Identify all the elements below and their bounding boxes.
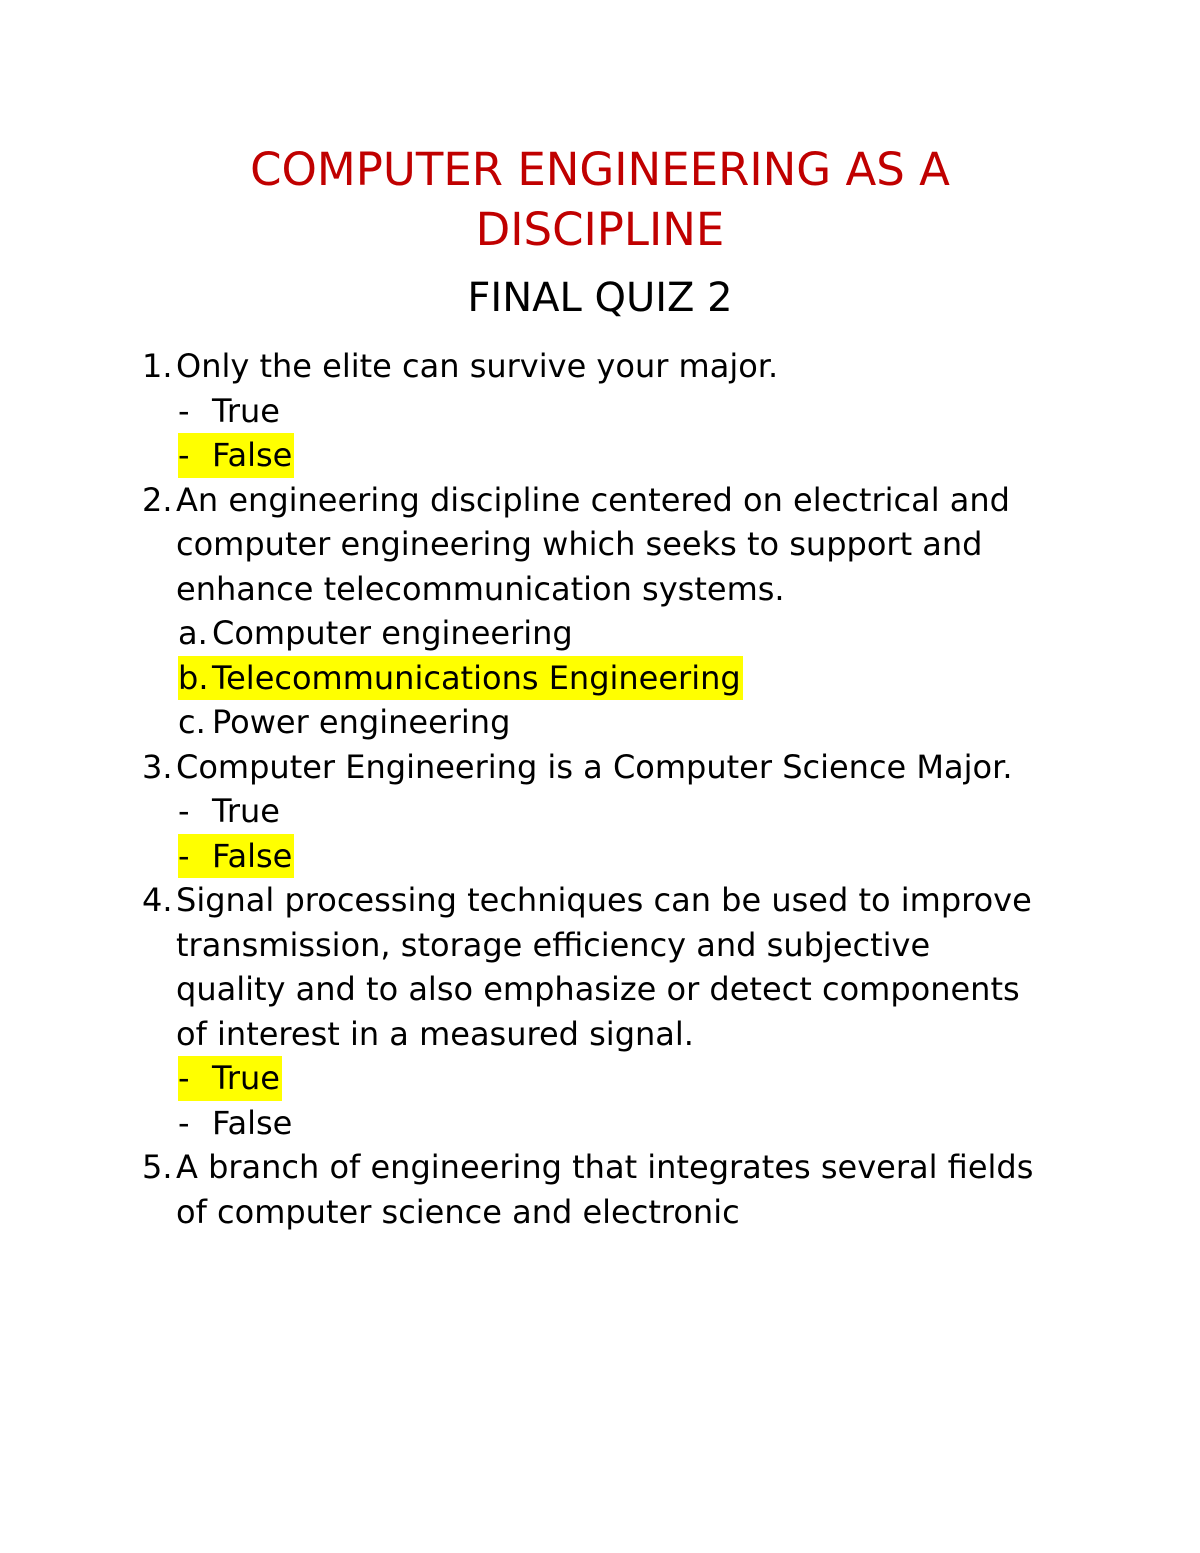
option-marker: - bbox=[178, 792, 190, 830]
option-text: True bbox=[212, 1059, 280, 1097]
question-number: 5. bbox=[142, 1148, 173, 1186]
answer-option-highlighted bbox=[178, 834, 1042, 879]
question-item bbox=[142, 344, 1042, 389]
answer-option bbox=[178, 611, 1042, 656]
question-text: Computer Engineering is a Computer Science Major. bbox=[176, 747, 1013, 786]
option-text: False bbox=[212, 1103, 293, 1142]
answer-option-highlighted bbox=[178, 1056, 1042, 1101]
question-number: 1. bbox=[142, 347, 173, 385]
answer-option-highlighted bbox=[178, 656, 1042, 701]
option-marker: - bbox=[178, 1103, 190, 1142]
answer-option bbox=[178, 389, 1042, 434]
question-text: A branch of engineering that integrates several fields of computer science and electronic bbox=[176, 1148, 1034, 1231]
document-title bbox=[100, 140, 1100, 260]
answer-option-body bbox=[178, 834, 294, 879]
answer-option-body bbox=[178, 700, 512, 745]
option-marker: - bbox=[178, 836, 190, 875]
answer-option-highlighted bbox=[178, 433, 1042, 478]
quiz-subtitle: FINAL QUIZ 2 bbox=[467, 275, 733, 321]
question-item bbox=[142, 745, 1042, 790]
option-text: True bbox=[212, 792, 280, 830]
question-text: An engineering discipline centered on electrical and computer engineering which seeks to support and enhance telecommunication systems. bbox=[176, 480, 1010, 608]
question-list bbox=[142, 344, 1042, 1234]
answer-option bbox=[178, 1101, 1042, 1146]
title-line-1: COMPUTER ENGINEERING AS A bbox=[250, 143, 950, 196]
option-marker: - bbox=[178, 436, 190, 474]
option-text: False bbox=[212, 836, 293, 875]
answer-option-body bbox=[178, 611, 575, 656]
option-marker: - bbox=[178, 391, 190, 430]
title-line-2: DISCIPLINE bbox=[475, 203, 725, 256]
option-text: False bbox=[212, 436, 293, 474]
answer-option bbox=[178, 700, 1042, 745]
question-item bbox=[142, 878, 1042, 1056]
question-text: Only the elite can survive your major. bbox=[176, 347, 779, 385]
answer-option-body bbox=[178, 656, 743, 701]
answer-option-body bbox=[178, 433, 294, 478]
option-marker: b. bbox=[178, 658, 209, 697]
option-text: Power engineering bbox=[212, 703, 511, 741]
question-number: 3. bbox=[142, 747, 173, 786]
option-text: Telecommunications Engineering bbox=[212, 658, 741, 697]
question-item bbox=[142, 478, 1042, 612]
answer-option-body bbox=[178, 789, 282, 834]
answer-option-body bbox=[178, 1056, 282, 1101]
option-marker: - bbox=[178, 1059, 190, 1097]
option-marker: c. bbox=[178, 703, 206, 741]
answer-option-body bbox=[178, 389, 282, 434]
question-text: Signal processing techniques can be used to improve transmission, storage efficiency and subjective quality and to also emphasize or detect components of interest in a measured signal. bbox=[176, 881, 1032, 1053]
option-marker: a. bbox=[178, 614, 208, 652]
question-number: 4. bbox=[142, 881, 173, 919]
question-item bbox=[142, 1145, 1042, 1234]
question-number: 2. bbox=[142, 480, 173, 519]
answer-option-body bbox=[178, 1101, 294, 1146]
option-text: Computer engineering bbox=[212, 614, 573, 652]
option-text: True bbox=[212, 391, 280, 430]
answer-option bbox=[178, 789, 1042, 834]
